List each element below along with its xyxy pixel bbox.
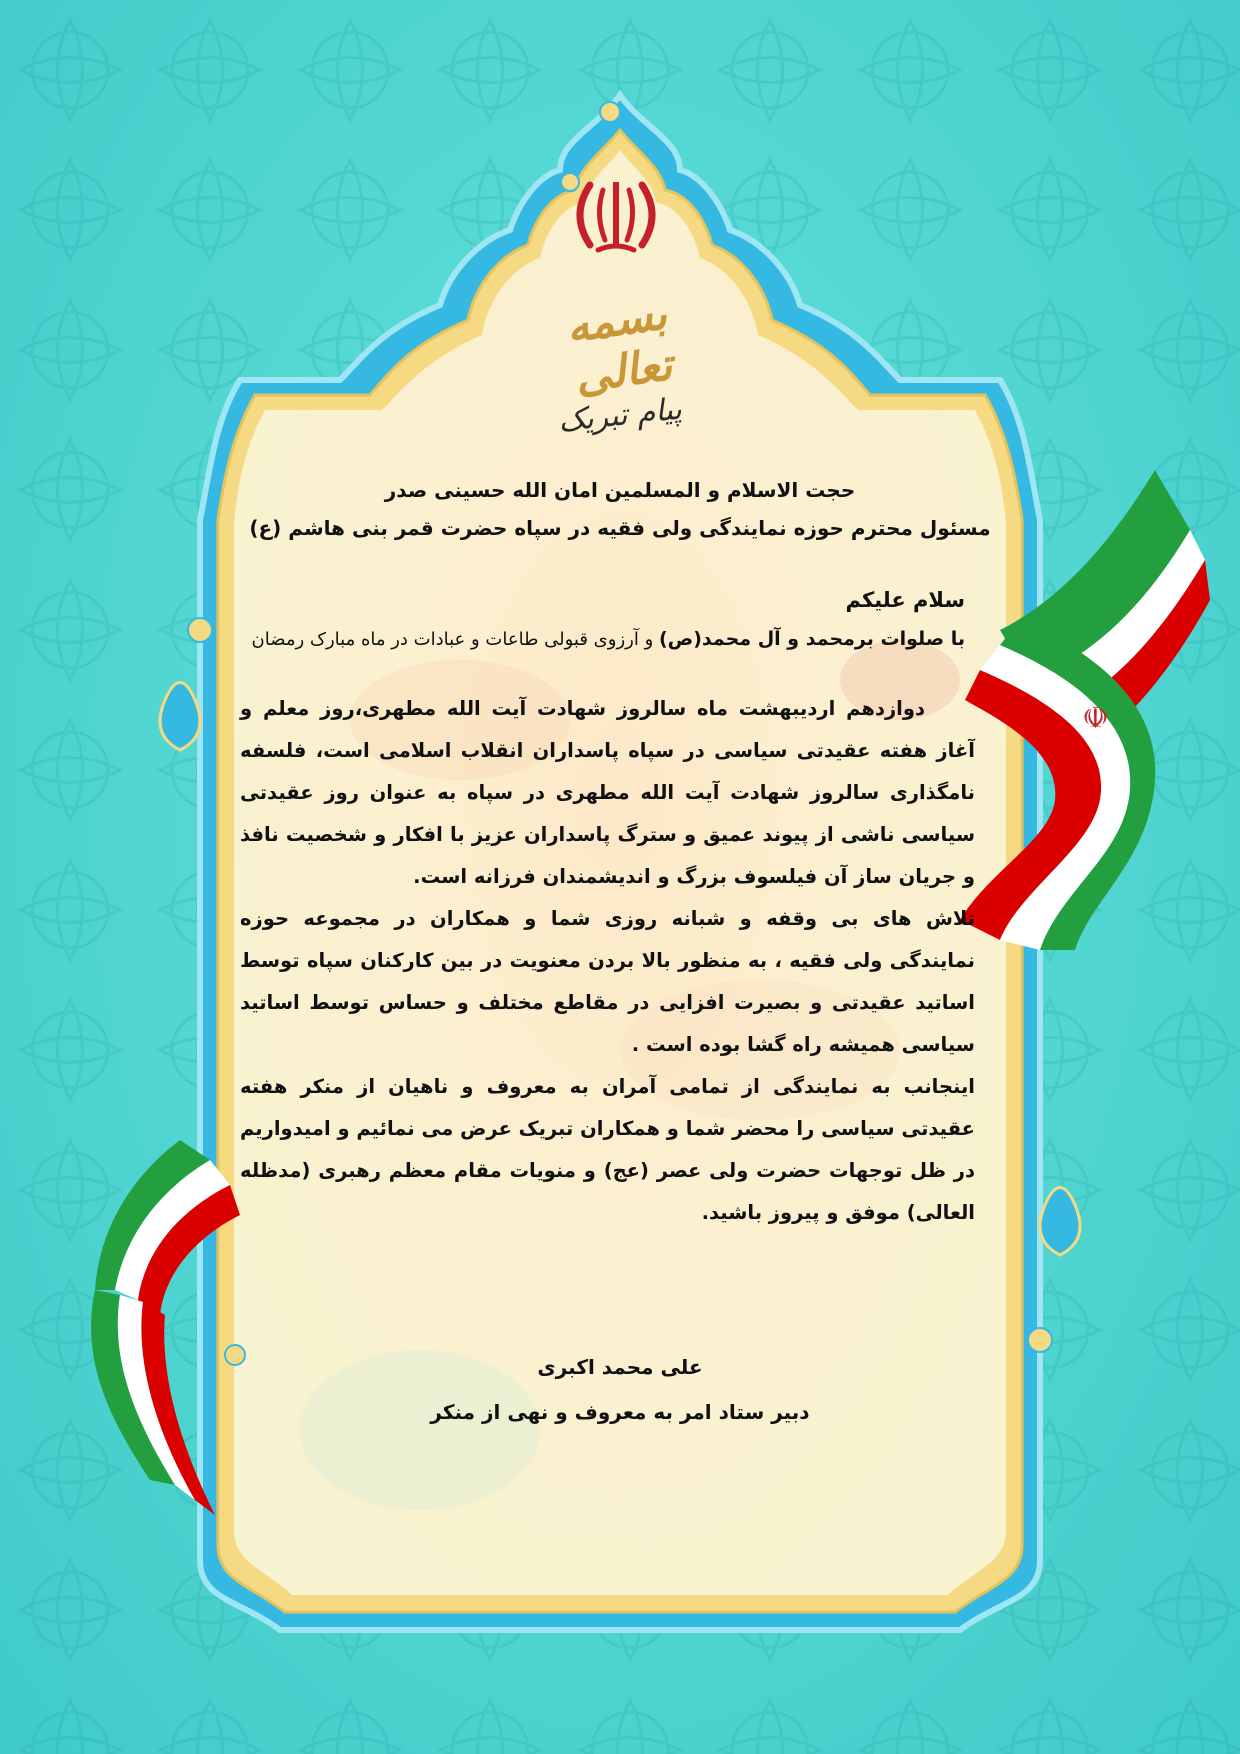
paragraph-2: تلاش های بی وقفه و شبانه روزی شما و همکاران در مجموعه حوزه نمایندگی ولی فقیه ، به منظور بالا بردن معنویت در بین کارکنان سپاه توسط اساتید عقیدتی و بصیرت افزایی در مقاطع مختلف و حساس توسط اساتید سیاسی همیشه راه گشا بوده است .	[240, 907, 975, 1056]
recipient-name: حجت الاسلام و المسلمین امان الله حسینی صدر	[384, 478, 856, 502]
flag-ribbon-left	[40, 1140, 240, 1520]
signer-title: دبیر ستاد امر به معروف و نهی از منکر	[430, 1400, 810, 1424]
subtitle-calligraphy: پیام تبریک	[556, 391, 684, 440]
signer-name: علی محمد اکبری	[537, 1355, 703, 1379]
salawat-line	[245, 628, 965, 650]
salawat-bold: با صلوات برمحمد و آل محمد(ص)	[658, 628, 965, 650]
bismillah-calligraphy: بسمه تعالی	[563, 288, 676, 404]
letter-body	[240, 688, 975, 1234]
recipient-position: مسئول محترم حوزه نمایندگی ولی فقیه در سپاه حضرت قمر بنی هاشم (ع)	[249, 516, 991, 540]
paragraph-3: اینجانب به نمایندگی از تمامی آمران به معروف و ناهیان از منکر هفته عقیدتی سیاسی را محضر شما و همکاران تبریک عرض می نمائیم و امیدواریم در ظل توجهات حضرت ولی عصر (عج) و منویات مقام معظم رهبری (مدظله العالی) موفق و پیروز باشید.	[240, 1075, 975, 1224]
svg-text:☫: ☫	[1082, 701, 1109, 736]
paragraph-1: دوازدهم اردیبهشت ماه سالروز شهادت آیت الله مطهری،روز معلم و آغاز هفته عقیدتی سیاسی در سپاه پاسداران انقلاب اسلامی است، فلسفه نامگذاری سالروز شهادت آیت الله مطهری در سپاه به عنوان روز عقیدتی سیاسی ناشی از پیوند عمیق و سترگ پاسداران عزیز با افکار و شخصیت نافذ و جریان ساز آن فیلسوف بزرگ و اندیشمندان فرزانه است.	[240, 697, 975, 888]
iran-emblem-icon	[560, 180, 672, 260]
salawat-rest: و آرزوی قبولی طاعات و عبادات در ماه مبارک رمضان	[251, 629, 659, 650]
flag-ribbon-right	[960, 470, 1210, 950]
greeting: سلام علیکم	[845, 588, 965, 612]
